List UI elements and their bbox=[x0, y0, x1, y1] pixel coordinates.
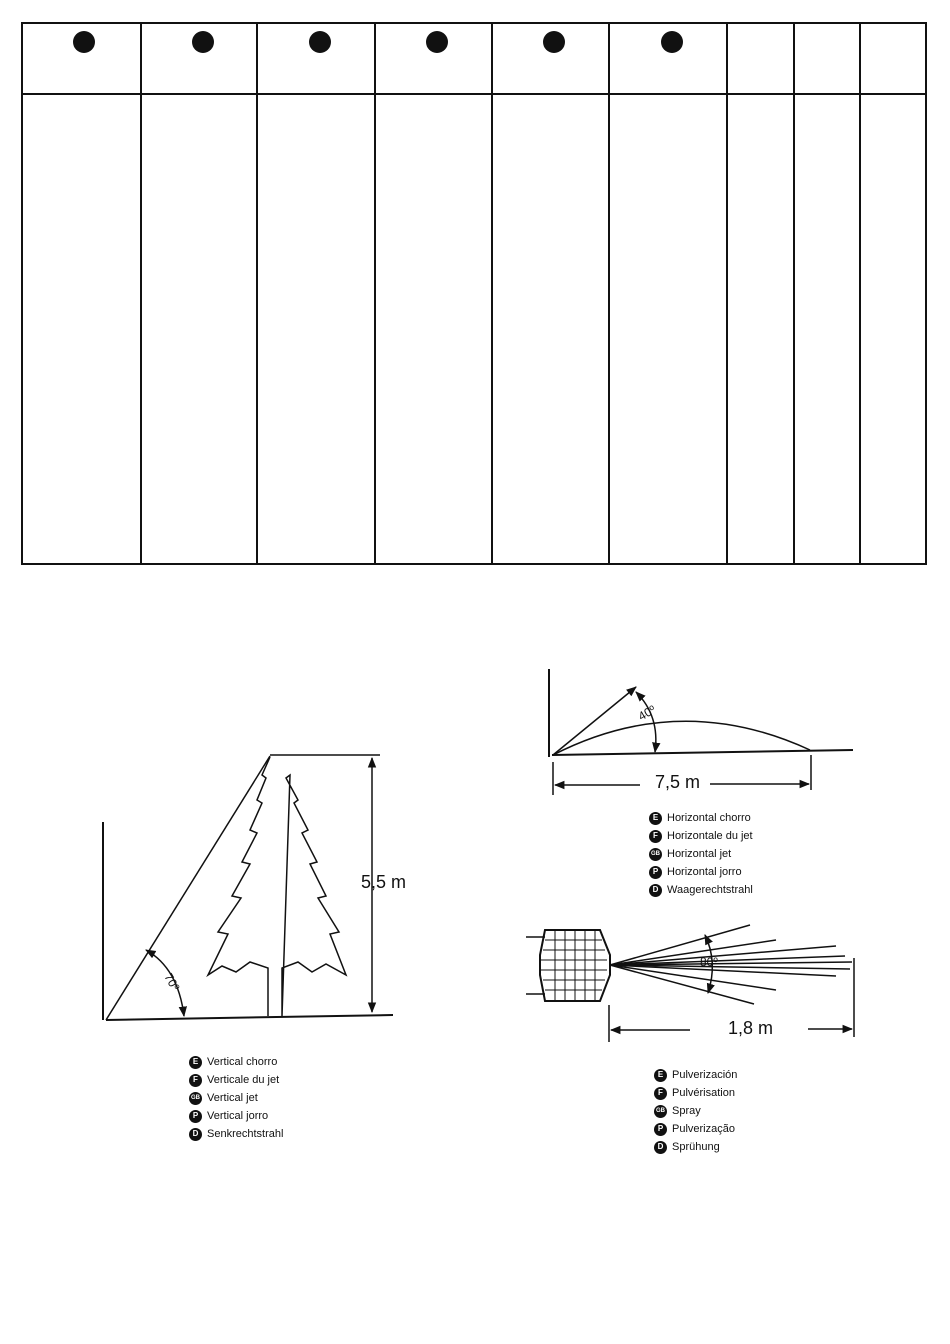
ground-line bbox=[552, 750, 853, 755]
language-badge: E bbox=[189, 1056, 202, 1069]
legend-text: Pulverização bbox=[672, 1123, 735, 1135]
language-badge: E bbox=[654, 1069, 667, 1082]
jet-line bbox=[106, 756, 270, 1020]
spray-angle-label: 80º bbox=[700, 955, 718, 969]
legend-text: Vertical jet bbox=[207, 1092, 258, 1104]
legend-text: Senkrechtstrahl bbox=[207, 1128, 284, 1140]
legend-item bbox=[654, 1084, 737, 1102]
legend-item bbox=[649, 863, 753, 881]
spray-legend bbox=[654, 1066, 737, 1156]
language-badge: D bbox=[189, 1128, 202, 1141]
vertical-angle-label: 70º bbox=[161, 970, 183, 994]
horizontal-angle-label: 40º bbox=[635, 702, 659, 724]
spray-distance-label: 1,8 m bbox=[728, 1018, 774, 1038]
language-badge: P bbox=[649, 866, 662, 879]
legend-item bbox=[654, 1138, 737, 1156]
language-badge: F bbox=[189, 1074, 202, 1087]
legend-text: Horizontal jorro bbox=[667, 866, 742, 878]
vertical-height-label: 5,5 m bbox=[361, 872, 407, 892]
horizontal-jet-diagram bbox=[549, 669, 853, 795]
language-badge: E bbox=[649, 812, 662, 825]
jet-direction-line bbox=[553, 687, 636, 755]
vertical-jet-diagram bbox=[103, 755, 393, 1020]
nozzle-grid bbox=[541, 930, 607, 1001]
legend-item bbox=[649, 881, 753, 899]
legend-item bbox=[654, 1102, 737, 1120]
legend-text: Pulverización bbox=[672, 1069, 738, 1081]
tree-icon bbox=[208, 757, 346, 1016]
language-badge: GB bbox=[649, 848, 662, 861]
ground-line bbox=[106, 1015, 393, 1020]
language-badge: F bbox=[649, 830, 662, 843]
legend-text: Vertical jorro bbox=[207, 1110, 269, 1122]
spray-lines bbox=[610, 925, 852, 1004]
legend-text: Vertical chorro bbox=[207, 1056, 278, 1068]
horizontal-distance-label: 7,5 m bbox=[655, 772, 701, 792]
legend-text: Verticale du jet bbox=[207, 1074, 280, 1086]
legend-text: Horizontal jet bbox=[667, 848, 732, 860]
language-badge: D bbox=[649, 884, 662, 897]
language-badge: GB bbox=[189, 1092, 202, 1105]
legend-item bbox=[189, 1089, 283, 1107]
language-badge: P bbox=[654, 1123, 667, 1136]
legend-item bbox=[649, 845, 753, 863]
language-badge: F bbox=[654, 1087, 667, 1100]
language-badge: P bbox=[189, 1110, 202, 1123]
language-badge: D bbox=[654, 1141, 667, 1154]
legend-item bbox=[189, 1107, 283, 1125]
horizontal-jet-legend bbox=[649, 809, 753, 899]
spray-diagram bbox=[526, 925, 854, 1042]
legend-item bbox=[189, 1071, 283, 1089]
legend-text: Horizontale du jet bbox=[667, 830, 753, 842]
legend-item bbox=[654, 1120, 737, 1138]
legend-text: Sprühung bbox=[672, 1141, 720, 1153]
angle-arc bbox=[635, 692, 659, 752]
legend-item bbox=[189, 1125, 283, 1143]
language-badge: GB bbox=[654, 1105, 667, 1118]
legend-item bbox=[649, 827, 753, 845]
legend-text: Waagerechtstrahl bbox=[667, 884, 753, 896]
legend-text: Pulvérisation bbox=[672, 1087, 735, 1099]
jet-trajectory bbox=[553, 721, 810, 755]
legend-text: Horizontal chorro bbox=[667, 812, 751, 824]
legend-item bbox=[654, 1066, 737, 1084]
legend-item bbox=[649, 809, 753, 827]
legend-item bbox=[189, 1053, 283, 1071]
vertical-jet-legend bbox=[189, 1053, 283, 1143]
legend-text: Spray bbox=[672, 1105, 701, 1117]
